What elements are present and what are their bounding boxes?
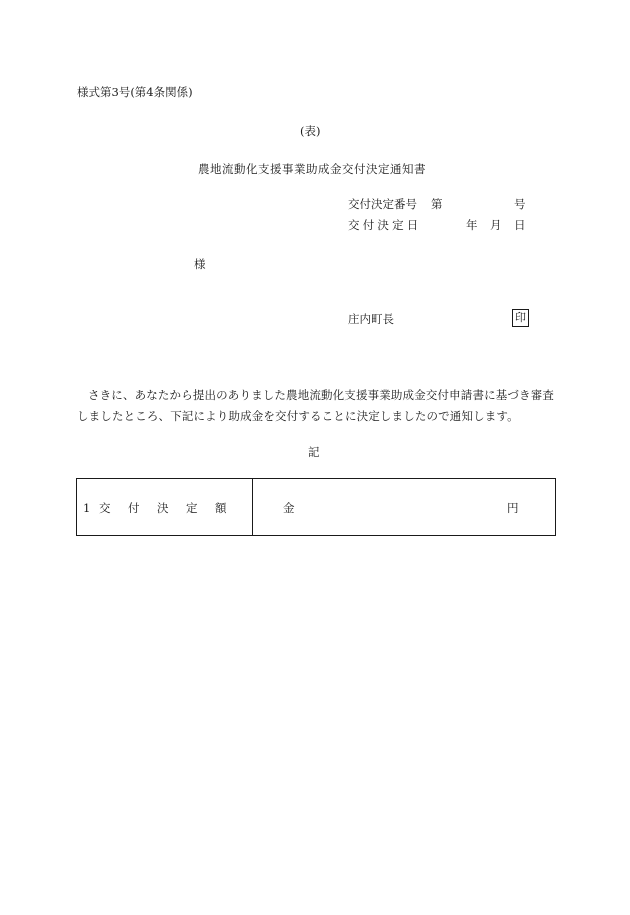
amount-label-char: 額: [215, 501, 227, 515]
decision-date-label: 交付決定日: [348, 218, 422, 232]
amount-label-char: 定: [186, 501, 198, 515]
decision-date-year: 年: [466, 218, 478, 232]
table-divider: [252, 479, 253, 535]
decision-number-suffix: 号: [514, 197, 526, 211]
amount-item-number: 1: [83, 501, 91, 515]
decision-number-label: 交付決定番号: [348, 197, 417, 211]
ki-heading: 記: [308, 445, 320, 459]
amount-label-char: 決: [157, 501, 169, 515]
amount-label-char: 交: [99, 501, 111, 515]
amount-table: [76, 478, 556, 536]
decision-date-day: 日: [514, 218, 526, 232]
recipient-honorific: 様: [194, 257, 206, 271]
amount-kin: 金: [283, 501, 295, 515]
seal-mark: 印: [512, 309, 529, 327]
amount-label-char: 付: [128, 501, 140, 515]
side-label: (表): [300, 124, 321, 138]
form-number: 様式第3号(第4条関係): [77, 85, 193, 99]
amount-en: 円: [507, 501, 519, 515]
body-paragraph: さきに、あなたから提出のありました農地流動化支援事業助成金交付申請書に基づき審査しましたところ、下記により助成金を交付することに決定しましたので通知します。: [77, 388, 554, 423]
amount-label: [83, 500, 227, 516]
issuer-name: 庄内町長: [348, 312, 394, 326]
decision-number-prefix: 第: [431, 197, 443, 211]
document-title: 農地流動化支援事業助成金交付決定通知書: [198, 162, 426, 176]
decision-date-month: 月: [490, 218, 502, 232]
